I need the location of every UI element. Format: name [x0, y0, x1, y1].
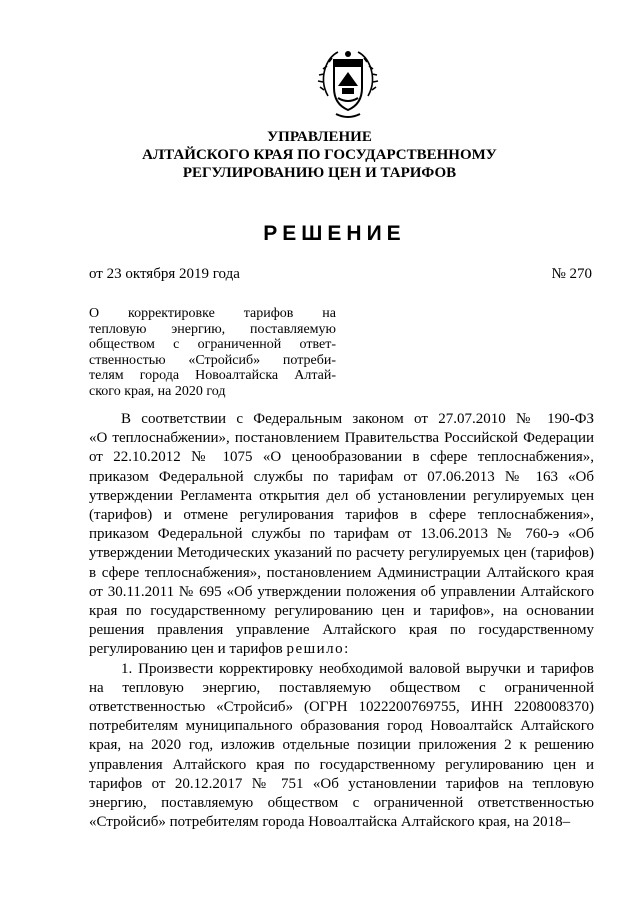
body-line: тарифов от 20.12.2017 № 751 «Об установлении тарифов на тепловую	[89, 775, 594, 792]
body-line: решения правления управление Алтайского края по государственному	[89, 622, 594, 639]
body-line-decided	[89, 640, 594, 659]
body-line: (тарифов) и отмене регулирования тарифов в сфере теплоснабжения»,	[89, 507, 594, 524]
body-line: «О теплоснабжении», постановлением Правительства Российской Федерации	[89, 430, 594, 447]
body-line: утверждении Методических указаний по расчету регулируемых цен (тарифов)	[89, 545, 594, 562]
coat-of-arms-icon	[314, 44, 382, 122]
agency-name	[0, 128, 639, 182]
body-line: энергию, поставляемую обществом с ограниченной ответственностью	[89, 795, 594, 812]
body-line: управления Алтайского края по государственному регулированию цен и	[89, 756, 594, 773]
body-line: от 22.10.2012 № 1075 «О ценообразовании в сфере теплоснабжения»,	[89, 449, 594, 466]
subject-line: ственностью «Стройсиб» потреби-	[89, 352, 336, 368]
document-subject	[89, 306, 336, 399]
body-line: приказом Федеральной службы по тарифам от 13.06.2013 № 760-э «Об	[89, 526, 594, 543]
subject-line: О корректировке тарифов на	[89, 306, 336, 321]
subject-line: тепловую энергию, поставляемую	[89, 321, 336, 337]
body-line: от 30.11.2011 № 695 «Об утверждении положения об управлении Алтайского	[89, 583, 594, 600]
body-line-text: регулированию цен и тарифов	[89, 641, 283, 658]
document-date: от 23 октября 2019 года	[89, 266, 240, 282]
subject-line: телям города Новоалтайска Алтай-	[89, 368, 336, 383]
document-number: № 270	[551, 266, 592, 282]
body-line: «Стройсиб» потребителям города Новоалтайска Алтайского края, на 2018–	[89, 814, 571, 831]
agency-line-3: РЕГУЛИРОВАНИЮ ЦЕН И ТАРИФОВ	[182, 165, 457, 181]
subject-line: ского края, на 2020 год	[89, 383, 226, 399]
body-line: ответственностью «Стройсиб» (ОГРН 1022200769755, ИНН 2208008370)	[89, 699, 594, 716]
body-line: приказом Федеральной службы по тарифам от 07.06.2013 № 163 «Об	[89, 468, 594, 485]
document-title: РЕШЕНИЕ	[263, 222, 406, 245]
body-line: В соответствии с Федеральным законом от 27.07.2010 № 190-ФЗ	[121, 411, 594, 427]
body-line: потребителям муниципального образования город Новоалтайск Алтайского	[89, 718, 594, 735]
subject-line: обществом с ограниченной ответ-	[89, 337, 336, 352]
body-line: 1. Произвести корректировку необходимой валовой выручки и тарифов	[121, 660, 594, 677]
body-line: края по государственному регулированию цен и тарифов», на основании	[89, 603, 594, 620]
document-body	[89, 410, 594, 832]
body-line: на тепловую энергию, поставляемую обществом с ограниченной	[89, 679, 594, 696]
body-line: утверждении Регламента открытия дел об установлении регулируемых цен	[89, 487, 594, 504]
decided-word: решило:	[286, 641, 350, 658]
body-line: края, на 2020 год, изложив отдельные позиции приложения 2 к решению	[89, 737, 594, 754]
body-line: в сфере теплоснабжения», постановлением Администрации Алтайского края	[89, 564, 594, 581]
agency-line-2: АЛТАЙСКОГО КРАЯ ПО ГОСУДАРСТВЕННОМУ	[142, 147, 497, 163]
agency-line-1: УПРАВЛЕНИЕ	[267, 129, 372, 145]
